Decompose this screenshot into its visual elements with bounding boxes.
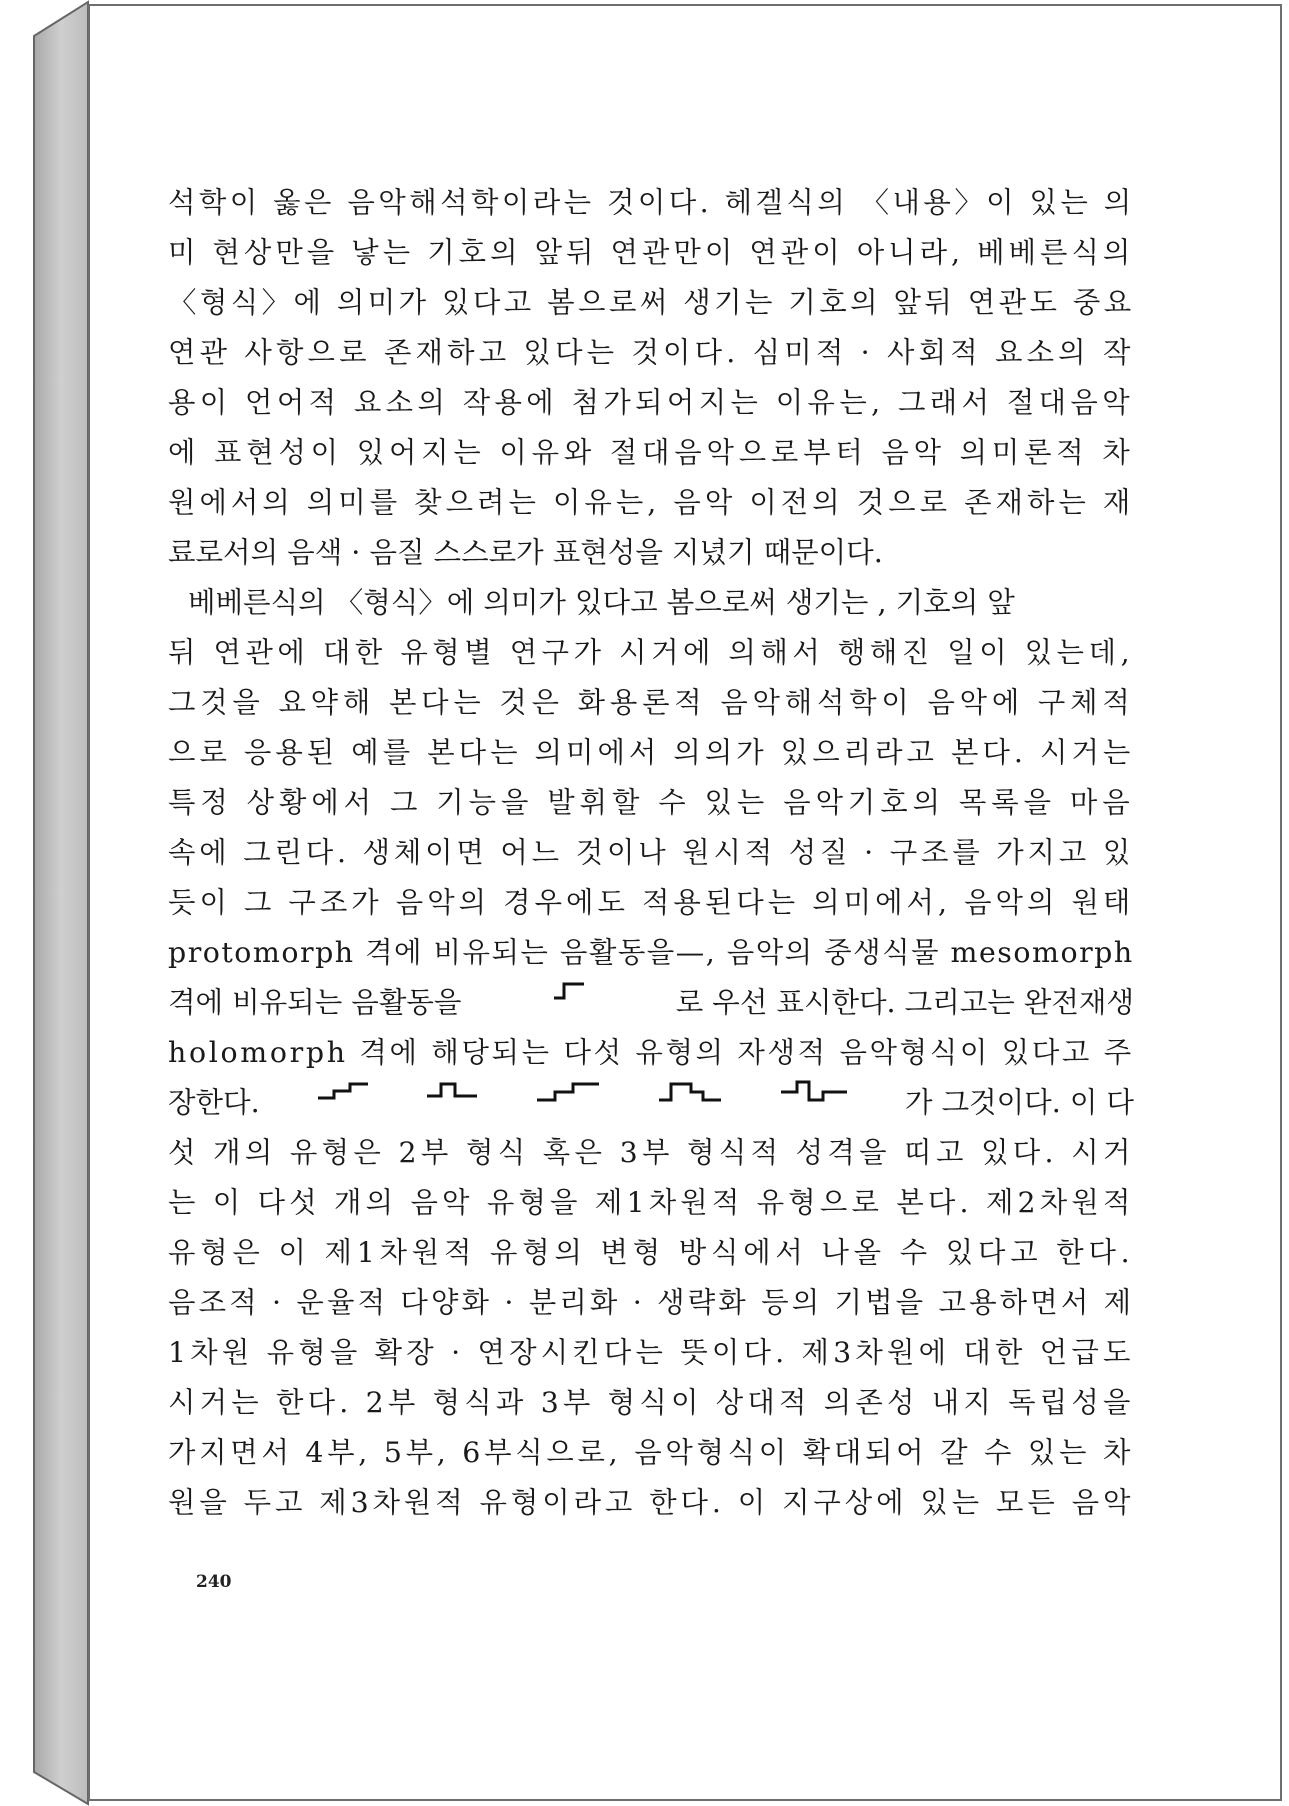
text-line: 석학이 옳은 음악해석학이라는 것이다. 헤겔식의 〈내용〉이 있는 의 [168,186,1135,219]
body-text [168,178,1134,1528]
text-line: 는 이 다섯 개의 음악 유형을 제1차원적 유형으로 본다. 제2차원적 [168,1186,1135,1219]
text-line: 유형은 이 제1차원적 유형의 변형 방식에서 나올 수 있다고 한다. [168,1236,1135,1269]
text-line: 료로서의 음색 · 음질 스스로가 표현성을 지녔기 때문이다. [168,536,883,569]
text-line: 원에서의 의미를 찾으려는 이유는, 음악 이전의 것으로 존재하는 재 [168,486,1135,519]
music-pattern-glyph-3 [535,1078,601,1106]
text-line: 음조적 · 운율적 다양화 · 분리화 · 생략화 등의 기법을 고용하면서 제 [168,1286,1135,1319]
book-spine [32,0,90,1806]
text-line: 속에 그린다. 생체이면 어느 것이나 원시적 성질 · 구조를 가지고 있 [168,836,1135,869]
text-line: 용이 언어적 요소의 작용에 첨가되어지는 이유는, 그래서 절대음악 [168,386,1135,419]
music-pattern-glyph-5 [779,1078,849,1108]
text-line: 특정 상황에서 그 기능을 발휘할 수 있는 음악기호의 목록을 마음 [168,786,1135,819]
text-line: 가지면서 4부, 5부, 6부식으로, 음악형식이 확대되어 갈 수 있는 차 [168,1436,1135,1469]
text-line: 뒤 연관에 대한 유형별 연구가 시거에 의해서 행해진 일이 있는데, [168,636,1135,669]
text-line: 장한다. 가 그것이다. 이 다 [168,1078,1134,1128]
text-line: 으로 응용된 예를 본다는 의미에서 의의가 있으리라고 본다. 시거는 [168,736,1135,769]
text-line: 에 표현성이 있어지는 이유와 절대음악으로부터 음악 의미론적 차 [168,436,1135,469]
text-line: 연관 사항으로 존재하고 있다는 것이다. 심미적 · 사회적 요소의 작 [168,336,1135,369]
text-line: 섯 개의 유형은 2부 형식 혹은 3부 형식적 성격을 띠고 있다. 시거 [168,1136,1135,1169]
text-line: 미 현상만을 낳는 기호의 앞뒤 연관만이 연관이 아니라, 베베른식의 [168,236,1135,269]
text-line: 시거는 한다. 2부 형식과 3부 형식이 상대적 의존성 내지 독립성을 [168,1386,1135,1419]
text-line: 원을 두고 제3차원적 유형이라고 한다. 이 지구상에 있는 모든 음악 [168,1486,1135,1519]
music-pattern-glyph-1 [316,1078,370,1106]
text-line: holomorph 격에 해당되는 다섯 유형의 자생적 음악형식이 있다고 주 [168,1036,1134,1069]
text-line: 그것을 요약해 본다는 것은 화용론적 음악해석학이 음악에 구체적 [168,686,1135,719]
page-number: 240 [196,1572,232,1592]
text-line: 베베른식의 〈형식〉에 의미가 있다고 봄으로써 생기는 , 기호의 앞 [188,586,1015,619]
text-line: 격에 비유되는 음활동을 로 우선 표시한다. 그리고는 완전재생 [168,978,1134,1028]
text-line: 〈형식〉에 의미가 있다고 봄으로써 생기는 기호의 앞뒤 연관도 중요 [168,286,1135,319]
text-line: 1차원 유형을 확장 · 연장시킨다는 뜻이다. 제3차원에 대한 언급도 [168,1336,1135,1369]
music-pattern-mesomorph-glyph [552,978,586,1006]
text-line: 듯이 그 구조가 음악의 경우에도 적용된다는 의미에서, 음악의 원태 [168,886,1135,919]
text-line: protomorph 격에 비유되는 음활동을—, 음악의 중생식물 mesomorph [168,936,1134,969]
music-pattern-glyph-2 [425,1078,479,1106]
music-pattern-glyph-4 [657,1078,723,1108]
